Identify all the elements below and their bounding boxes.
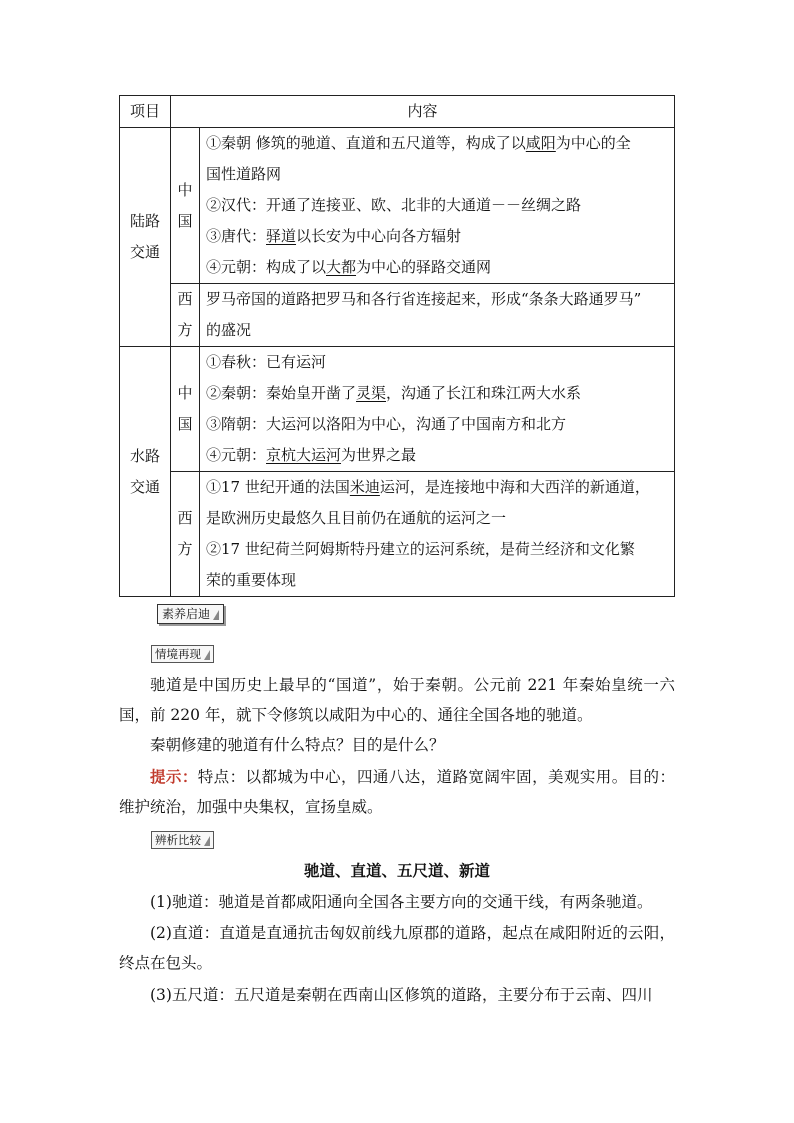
- water-china-content: [200, 347, 675, 472]
- compare-title: 驰道、直道、五尺道、新道: [303, 861, 490, 880]
- line-text: 以长安为中心向各方辐射: [296, 227, 462, 245]
- hint-paragraph: [119, 762, 675, 822]
- content-line: [206, 159, 668, 190]
- line-text: ②17 世纪荷兰阿姆斯特丹建立的运河系统，是荷兰经济和文化繁: [206, 540, 635, 558]
- header-item: 项目: [120, 96, 171, 128]
- content-line: 罗马帝国的道路把罗马和各行省连接起来，形成“条条大路通罗马”: [206, 290, 642, 308]
- content-line: [206, 472, 668, 503]
- compare-badge: 辨析比较: [151, 831, 214, 849]
- line-text: 国性道路网: [206, 165, 282, 183]
- water-west-label: 西 方: [171, 472, 200, 597]
- content-line: [206, 378, 668, 409]
- literacy-badge: 素养启迪: [157, 604, 224, 624]
- table-header-row: [120, 96, 675, 128]
- table-row: [120, 128, 675, 284]
- content-line: [206, 534, 668, 565]
- water-china-label: 中 国: [171, 347, 200, 472]
- land-west-content: [200, 284, 675, 347]
- content-line: [206, 440, 668, 471]
- line-text: ①秦朝 修筑的驰道、直道和五尺道等，构成了以: [206, 134, 526, 152]
- header-content: 内容: [171, 96, 675, 128]
- line-text: 为中心的全: [555, 134, 631, 152]
- content-line: [206, 409, 668, 440]
- hint-label: 提示：: [150, 767, 198, 786]
- content-line: [206, 128, 668, 159]
- compare-item-2: (2)直道：直道是直通抗击匈奴前线九原郡的道路，起点在咸阳附近的云阳，终点在包头。: [119, 924, 675, 972]
- table-row: [120, 347, 675, 472]
- line-text: 为中心的驿路交通网: [356, 258, 492, 276]
- underlined-term: 大都: [326, 258, 357, 276]
- content-line: [206, 565, 668, 596]
- line-text: 荣的重要体现: [206, 571, 297, 589]
- scenario-badge: 情境再现: [151, 645, 214, 663]
- content-line: [206, 347, 668, 378]
- underlined-term: 咸阳: [525, 134, 556, 152]
- line-text: ①春秋：已有运河: [206, 353, 327, 371]
- compare-item-1: (1)驰道：驰道是首都咸阳通向全国各主要方向的交通干线，有两条驰道。: [150, 893, 653, 911]
- land-china-label: 中 国: [171, 128, 200, 284]
- line-text: 是欧洲历史最悠久且目前仍在通航的运河之一: [206, 509, 507, 527]
- compare-item-3: (3)五尺道：五尺道是秦朝在西南山区修筑的道路，主要分布于云南、四川: [150, 986, 653, 1004]
- line-text: ，沟通了长江和珠江两大水系: [386, 384, 582, 402]
- line-text: ③隋朝：大运河以洛阳为中心，沟通了中国南方和北方: [206, 415, 567, 433]
- land-china-content: [200, 128, 675, 284]
- water-transport-label: 水路 交通: [120, 347, 171, 597]
- underlined-term: 京杭大运河: [266, 446, 342, 464]
- content-line: [206, 190, 668, 221]
- content-line: [206, 221, 668, 252]
- transport-table: [119, 95, 675, 597]
- content-line: [206, 252, 668, 283]
- scenario-question: 秦朝修建的驰道有什么特点？目的是什么？: [150, 736, 445, 754]
- underlined-term: 米迪: [349, 478, 380, 496]
- content-line: 的盛况: [206, 321, 252, 339]
- hint-text: 特点：以都城为中心，四通八达，道路宽阔牢固，美观实用。目的：维护统治，加强中央集权，宣扬皇威。: [119, 768, 675, 816]
- line-text: ③唐代：: [206, 227, 267, 245]
- line-text: ④元朝：: [206, 446, 267, 464]
- table-row: [120, 472, 675, 597]
- content-line: [206, 503, 668, 534]
- water-west-content: [200, 472, 675, 597]
- line-text: 为世界之最: [341, 446, 417, 464]
- line-text: 运河，是连接地中海和大西洋的新通道，: [379, 478, 650, 496]
- line-text: ④元朝：构成了以: [206, 258, 327, 276]
- scenario-paragraph: 驰道是中国历史上最早的“国道”，始于秦朝。公元前 221 年秦始皇统一六国，前 220 年，就下令修筑以咸阳为中心的、通往全国各地的驰道。: [119, 676, 675, 724]
- land-transport-label: 陆路 交通: [120, 128, 171, 347]
- land-west-label: 西 方: [171, 284, 200, 347]
- line-text: ②汉代：开通了连接亚、欧、北非的大通道－－丝绸之路: [206, 196, 582, 214]
- line-text: ①17 世纪开通的法国: [206, 478, 350, 496]
- line-text: ②秦朝：秦始皇开凿了: [206, 384, 357, 402]
- underlined-term: 驿道: [266, 227, 297, 245]
- table-row: [120, 284, 675, 347]
- underlined-term: 灵渠: [356, 384, 387, 402]
